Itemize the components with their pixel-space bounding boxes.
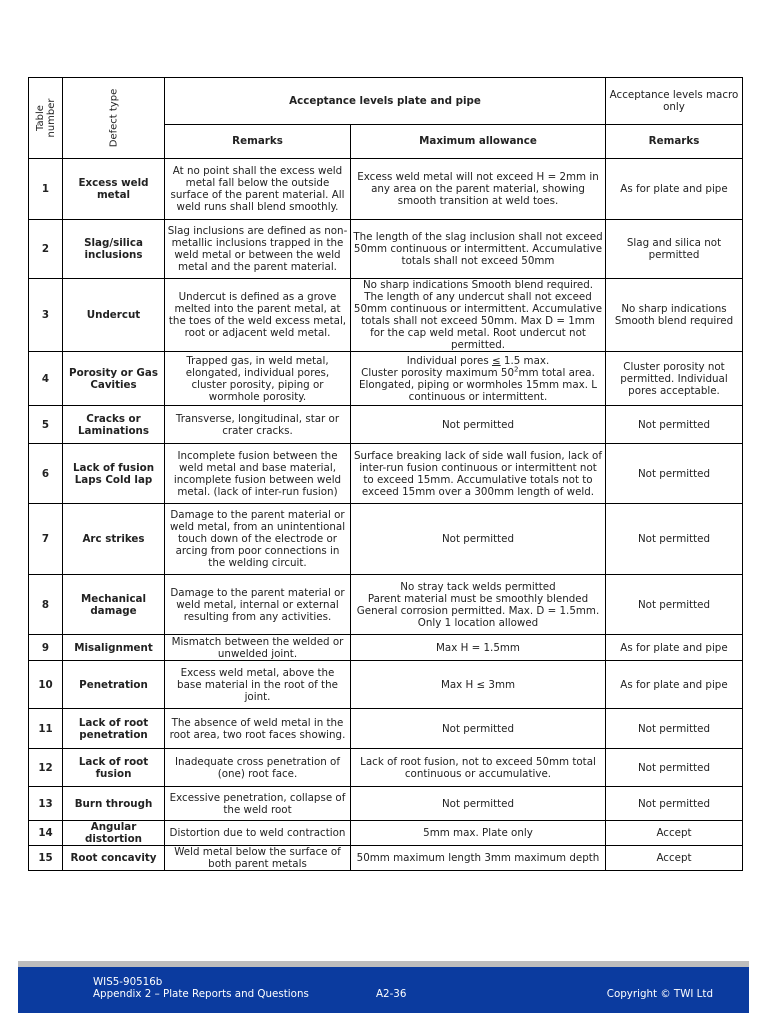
macro-remarks: Not permitted (606, 444, 743, 504)
macro-remarks: Accept (606, 846, 743, 871)
max-allowance-line: Parent material must be smoothly blended General corrosion permitted. Max. D = 1.5mm. (356, 592, 600, 617)
defect-remarks: Slag inclusions are defined as non-metallic inclusions trapped in the weld metal or between the weld metal and the parent material. (165, 220, 351, 279)
defect-type: Root concavity (63, 846, 165, 871)
maximum-allowance: 50mm maximum length 3mm maximum depth (351, 846, 606, 871)
maximum-allowance: Max H ≤ 3mm (351, 661, 606, 709)
maximum-allowance: Not permitted (351, 709, 606, 749)
row-number: 2 (29, 220, 63, 279)
defect-type: Misalignment (63, 635, 165, 661)
defect-remarks: The absence of weld metal in the root area, two root faces showing. (165, 709, 351, 749)
max-allowance-part: ≤ (491, 354, 501, 367)
row-number: 12 (29, 749, 63, 787)
page-number: A2-36 (376, 988, 407, 1000)
remarks-header: Remarks (165, 124, 351, 158)
defect-remarks: At no point shall the excess weld metal fall below the outside surface of the parent material. All weld runs shall blend smoothly. (165, 159, 351, 220)
row-number: 10 (29, 661, 63, 709)
table-row (29, 635, 743, 661)
defect-remarks: Mismatch between the welded or unwelded joint. (165, 635, 351, 661)
maximum-allowance: Not permitted (351, 504, 606, 575)
defect-remarks: Trapped gas, in weld metal, elongated, individual pores, cluster porosity, piping or wormhole porosity. (165, 352, 351, 406)
maximum-allowance: Lack of root fusion, not to exceed 50mm total continuous or accumulative. (351, 749, 606, 787)
row-number: 9 (29, 635, 63, 661)
defect-type: Arc strikes (63, 504, 165, 575)
macro-remarks: Accept (606, 821, 743, 846)
defect-type: Cracks or Laminations (63, 406, 165, 444)
max-allowance-line: No stray tack welds permitted (400, 580, 556, 593)
table-row (29, 159, 743, 220)
maximum-allowance: Surface breaking lack of side wall fusion, lack of inter-run fusion continuous or intermittent not to exceed 15mm. Accumulative totals not to exceed 15mm over a 300mm length of weld. (351, 444, 606, 504)
table-row (29, 406, 743, 444)
defect-type: Lack of fusion Laps Cold lap (63, 444, 165, 504)
macro-remarks: Cluster porosity not permitted. Individual pores acceptable. (606, 352, 743, 406)
document-id: WIS5-90516b (93, 976, 163, 988)
defect-type: Mechanical damage (63, 575, 165, 635)
defect-remarks: Excessive penetration, collapse of the weld root (165, 787, 351, 821)
row-number: 11 (29, 709, 63, 749)
defect-type-header: Defect type (63, 78, 165, 159)
appendix-title: Appendix 2 – Plate Reports and Questions (93, 988, 309, 1000)
maximum-allowance: Not permitted (351, 787, 606, 821)
max-allowance-part: Cluster porosity maximum 50 (361, 366, 514, 379)
defect-type: Penetration (63, 661, 165, 709)
defect-remarks: Undercut is defined as a grove melted into the parent metal, at the toes of the weld excess metal, root or adjacent weld metal. (165, 279, 351, 352)
table-row (29, 220, 743, 279)
maximum-allowance: The length of the slag inclusion shall not exceed 50mm continuous or intermittent. Accumulative totals shall not exceed 50mm (351, 220, 606, 279)
macro-remarks-header: Remarks (606, 124, 743, 158)
defect-remarks: Damage to the parent material or weld metal, internal or external resulting from any activities. (165, 575, 351, 635)
defect-type: Porosity or Gas Cavities (63, 352, 165, 406)
table-body (29, 159, 743, 871)
table-row (29, 575, 743, 635)
maximum-allowance: No sharp indications Smooth blend required. The length of any undercut shall not exceed 50mm continuous or intermittent. Accumulative totals shall not exceed 50mm. Max D = 1mm for the cap weld metal. Root undercut not permitted. (351, 279, 606, 352)
maximum-allowance: Max H = 1.5mm (351, 635, 606, 661)
maximum-allowance: Excess weld metal will not exceed H = 2mm in any area on the parent material, showing smooth transition at weld toes. (351, 159, 606, 220)
macro-remarks: As for plate and pipe (606, 159, 743, 220)
max-allowance-part: Individual pores (406, 354, 492, 367)
macro-remarks: Not permitted (606, 406, 743, 444)
macro-remarks: As for plate and pipe (606, 661, 743, 709)
maximum-allowance (351, 352, 606, 406)
defect-type: Excess weld metal (63, 159, 165, 220)
table-row (29, 709, 743, 749)
defect-type: Undercut (63, 279, 165, 352)
table-row (29, 352, 743, 406)
row-number: 3 (29, 279, 63, 352)
defect-remarks: Damage to the parent material or weld metal, from an unintentional touch down of the electrode or arcing from poor connections in the welding circuit. (165, 504, 351, 575)
row-number: 4 (29, 352, 63, 406)
table-row (29, 821, 743, 846)
macro-remarks: No sharp indications Smooth blend required (606, 279, 743, 352)
row-number: 13 (29, 787, 63, 821)
defect-remarks: Weld metal below the surface of both parent metals (165, 846, 351, 871)
max-allowance-part: mm total area. Elongated, piping or wormholes 15mm max. L continuous or intermittent. (358, 366, 598, 403)
defect-type: Burn through (63, 787, 165, 821)
table-row (29, 444, 743, 504)
macro-remarks: Not permitted (606, 575, 743, 635)
copyright: Copyright © TWI Ltd (606, 988, 713, 1000)
row-number: 5 (29, 406, 63, 444)
table-row (29, 661, 743, 709)
maximum-allowance (351, 575, 606, 635)
page-footer (18, 961, 749, 1013)
defect-type: Angular distortion (63, 821, 165, 846)
maximum-allowance: Not permitted (351, 406, 606, 444)
macro-only-group-header: Acceptance levels macro only (606, 78, 743, 125)
max-allowance-part: 1.5 max. (500, 354, 550, 367)
defect-remarks: Transverse, longitudinal, star or crater cracks. (165, 406, 351, 444)
acceptance-levels-table (28, 77, 743, 871)
row-number: 14 (29, 821, 63, 846)
macro-remarks: As for plate and pipe (606, 635, 743, 661)
row-number: 6 (29, 444, 63, 504)
defect-type: Lack of root fusion (63, 749, 165, 787)
row-number: 8 (29, 575, 63, 635)
plate-pipe-group-header: Acceptance levels plate and pipe (165, 78, 606, 125)
defect-remarks: Incomplete fusion between the weld metal and base material, incomplete fusion between weld metal. (lack of inter-run fusion) (165, 444, 351, 504)
macro-remarks: Slag and silica not permitted (606, 220, 743, 279)
maximum-allowance: 5mm max. Plate only (351, 821, 606, 846)
macro-remarks: Not permitted (606, 749, 743, 787)
defect-type: Lack of root penetration (63, 709, 165, 749)
macro-remarks: Not permitted (606, 787, 743, 821)
macro-remarks: Not permitted (606, 504, 743, 575)
row-number: 7 (29, 504, 63, 575)
defect-remarks: Excess weld metal, above the base material in the root of the joint. (165, 661, 351, 709)
row-number: 1 (29, 159, 63, 220)
table-row (29, 504, 743, 575)
table-row (29, 749, 743, 787)
defect-remarks: Inadequate cross penetration of (one) root face. (165, 749, 351, 787)
max-allowance-line: Only 1 location allowed (417, 616, 539, 629)
table-row (29, 787, 743, 821)
defect-type: Slag/silica inclusions (63, 220, 165, 279)
defect-remarks: Distortion due to weld contraction (165, 821, 351, 846)
max-allowance-header: Maximum allowance (351, 124, 606, 158)
max-allowance-part: 2 (514, 365, 519, 374)
table-row (29, 846, 743, 871)
row-number: 15 (29, 846, 63, 871)
table-row (29, 279, 743, 352)
macro-remarks: Not permitted (606, 709, 743, 749)
table-number-header: Table number (29, 78, 63, 159)
